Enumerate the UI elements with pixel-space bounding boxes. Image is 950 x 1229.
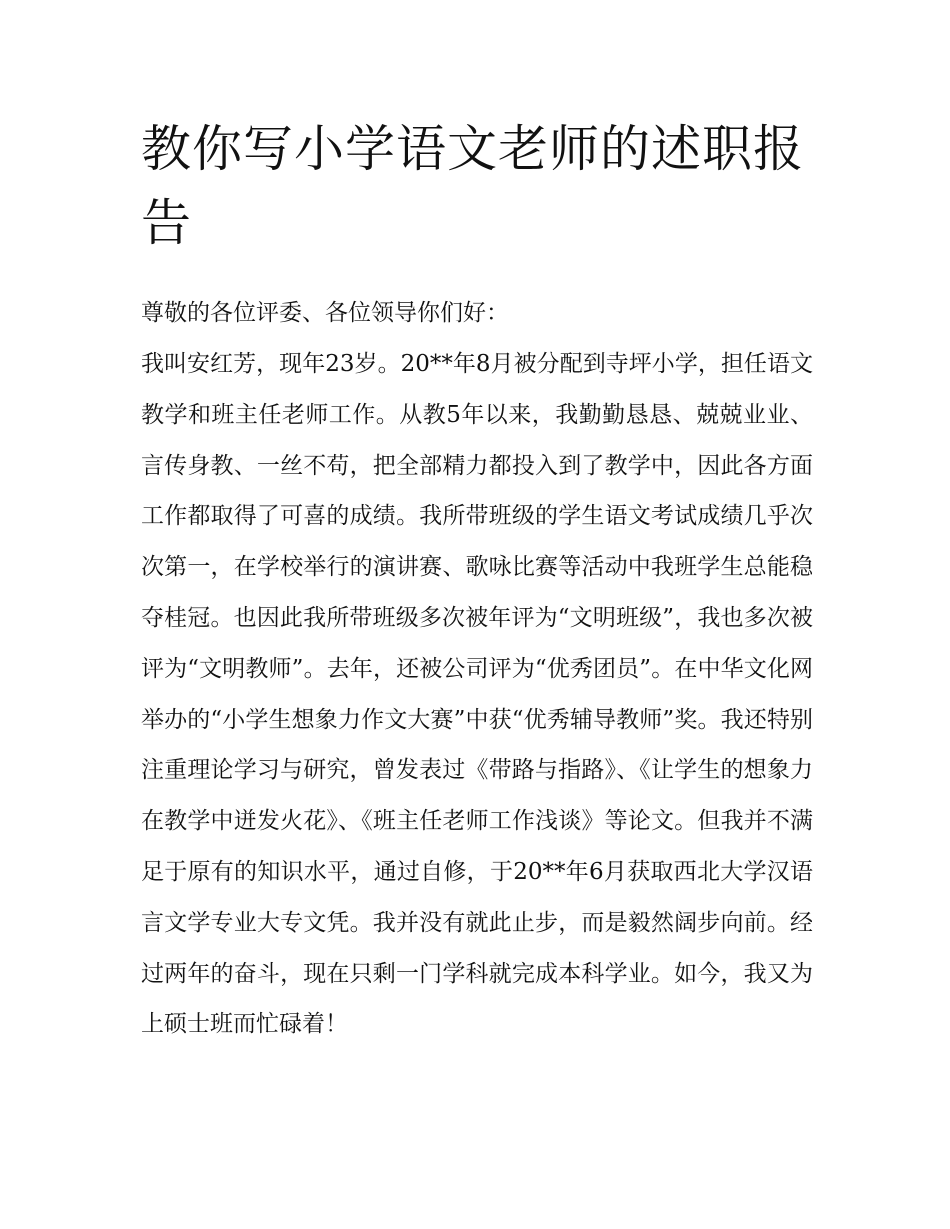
- salutation-line: 尊敬的各位评委、各位领导你们好：: [141, 300, 509, 326]
- document-title: 教你写小学语文老师的述职报告: [141, 120, 804, 252]
- document-content: [141, 112, 813, 1050]
- body-paragraph: 我叫安红芳，现年23岁。20**年8月被分配到寺坪小学，担任语文教学和班主任老师工作。从教5年以来，我勤勤恳恳、兢兢业业、言传身教、一丝不苟，把全部精力都投入到了教学中，因此各方面工作都取得了可喜的成绩。我所带班级的学生语文考试成绩几乎次次第一，在学校举行的演讲赛、歌咏比赛等活动中我班学生总能稳夺桂冠。也因此我所带班级多次被年评为“文明班级”，我也多次被评为“文明教师”。去年，还被公司评为“优秀团员”。在中华文化网举办的“小学生想象力作文大赛”中获“优秀辅导教师”奖。我还特别注重理论学习与研究，曾发表过《带路与指路》、《让学生的想象力在教学中迸发火花》、《班主任老师工作浅谈》等论文。但我并不满足于原有的知识水平，通过自修，于20**年6月获取西北大学汉语言文学专业大专文凭。我并没有就此止步，而是毅然阔步向前。经过两年的奋斗，现在只剩一门学科就完成本科学业。如今，我又为上硕士班而忙碌着！: [141, 351, 813, 1038]
